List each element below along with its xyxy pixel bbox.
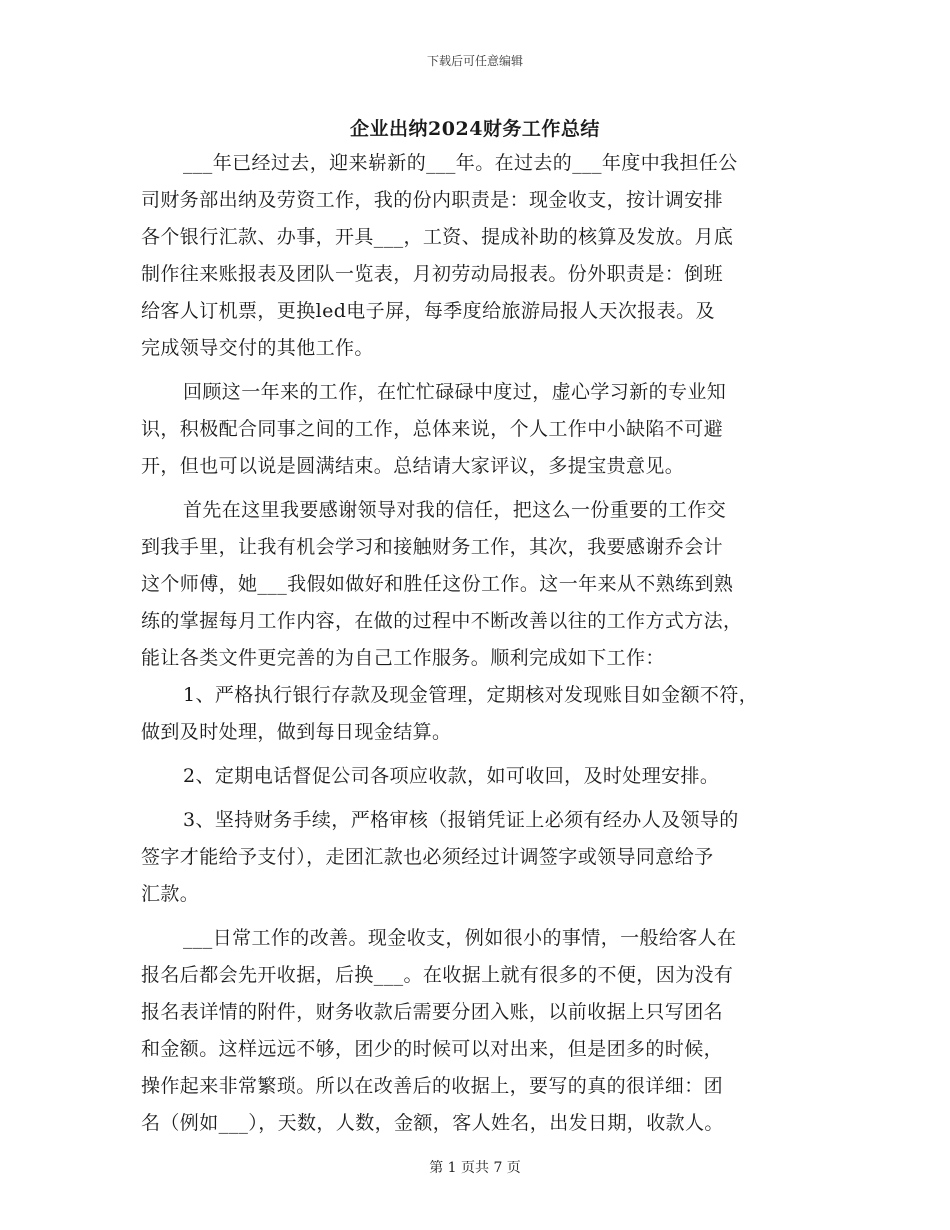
text-line: 做到及时处理，做到每日现金结算。 xyxy=(141,721,452,743)
text-line: ___年已经过去，迎来崭新的___年。在过去的___年度中我担任公 xyxy=(183,152,738,174)
paragraph-gap xyxy=(141,795,821,802)
text-line: 各个银行汇款、办事，开具___，工资、提成补助的核算及发放。月底 xyxy=(141,226,734,248)
text-line: 汇款。 xyxy=(141,883,200,905)
text-line: 2、定期电话督促公司各项应收款，如可收回，及时处理安排。 xyxy=(183,765,720,787)
text-line: 练的掌握每月工作内容，在做的过程中不断改善以往的工作方式方法， xyxy=(141,610,743,632)
page-footer: 第 1 页共 7 页 xyxy=(429,1160,521,1176)
paragraph-gap xyxy=(141,913,821,920)
text-line: 给客人订机票，更换led电子屏，每季度给旅游局报人天次报表。及 xyxy=(141,300,715,322)
text-line: 1、严格执行银行存款及现金管理，定期核对发现账目如金额不符， xyxy=(183,684,759,706)
text-line: 司财务部出纳及劳资工作，我的份内职责是：现金收支，按计调安排 xyxy=(141,189,724,211)
text-line: 3、坚持财务手续，严格审核（报销凭证上必须有经办人及领导的 xyxy=(183,809,739,831)
header-note: 下载后可任意编辑 xyxy=(426,54,523,68)
text-line: 制作往来账报表及团队一览表，月初劳动局报表。份外职责是：倒班 xyxy=(141,263,724,285)
text-line: 能让各类文件更完善的为自己工作服务。顺利完成如下工作： xyxy=(141,647,665,669)
text-line: 完成领导交付的其他工作。 xyxy=(141,337,374,359)
paragraph-gap xyxy=(141,751,821,758)
text-line: 报名表详情的附件，财务收款后需要分团入账，以前收据上只写团名 xyxy=(141,1001,724,1023)
text-line: 报名后都会先开收据，后换___。在收据上就有很多的不便，因为没有 xyxy=(141,964,734,986)
document-body xyxy=(141,145,821,1142)
text-line: 开，但也可以说是圆满结束。总结请大家评议，多提宝贵意见。 xyxy=(141,455,685,477)
text-line: 和金额。这样远远不够，团少的时候可以对出来，但是团多的时候， xyxy=(141,1038,724,1060)
text-line: 回顾这一年来的工作，在忙忙碌碌中度过，虚心学习新的专业知 xyxy=(183,381,727,403)
document-title: 企业出纳2024财务工作总结 xyxy=(350,118,600,140)
paragraph-gap xyxy=(141,367,821,374)
text-line: 这个师傅，她___我假如做好和胜任这份工作。这一年来从不熟练到熟 xyxy=(141,573,734,595)
text-line: 名（例如___），天数，人数，金额，客人姓名，出发日期，收款人。 xyxy=(141,1112,724,1134)
text-line: 到我手里，让我有机会学习和接触财务工作，其次，我要感谢乔会计 xyxy=(141,536,724,558)
text-line: 识，积极配合同事之间的工作，总体来说，个人工作中小缺陷不可避 xyxy=(141,418,724,440)
text-line: ___日常工作的改善。现金收支，例如很小的事情，一般给客人在 xyxy=(183,927,737,949)
text-line: 首先在这里我要感谢领导对我的信任，把这么一份重要的工作交 xyxy=(183,499,727,521)
text-line: 签字才能给予支付），走团汇款也必须经过计调签字或领导同意给予 xyxy=(141,846,714,868)
text-line: 操作起来非常繁琐。所以在改善后的收据上，要写的真的很详细：团 xyxy=(141,1075,724,1097)
paragraph-gap xyxy=(141,485,821,492)
